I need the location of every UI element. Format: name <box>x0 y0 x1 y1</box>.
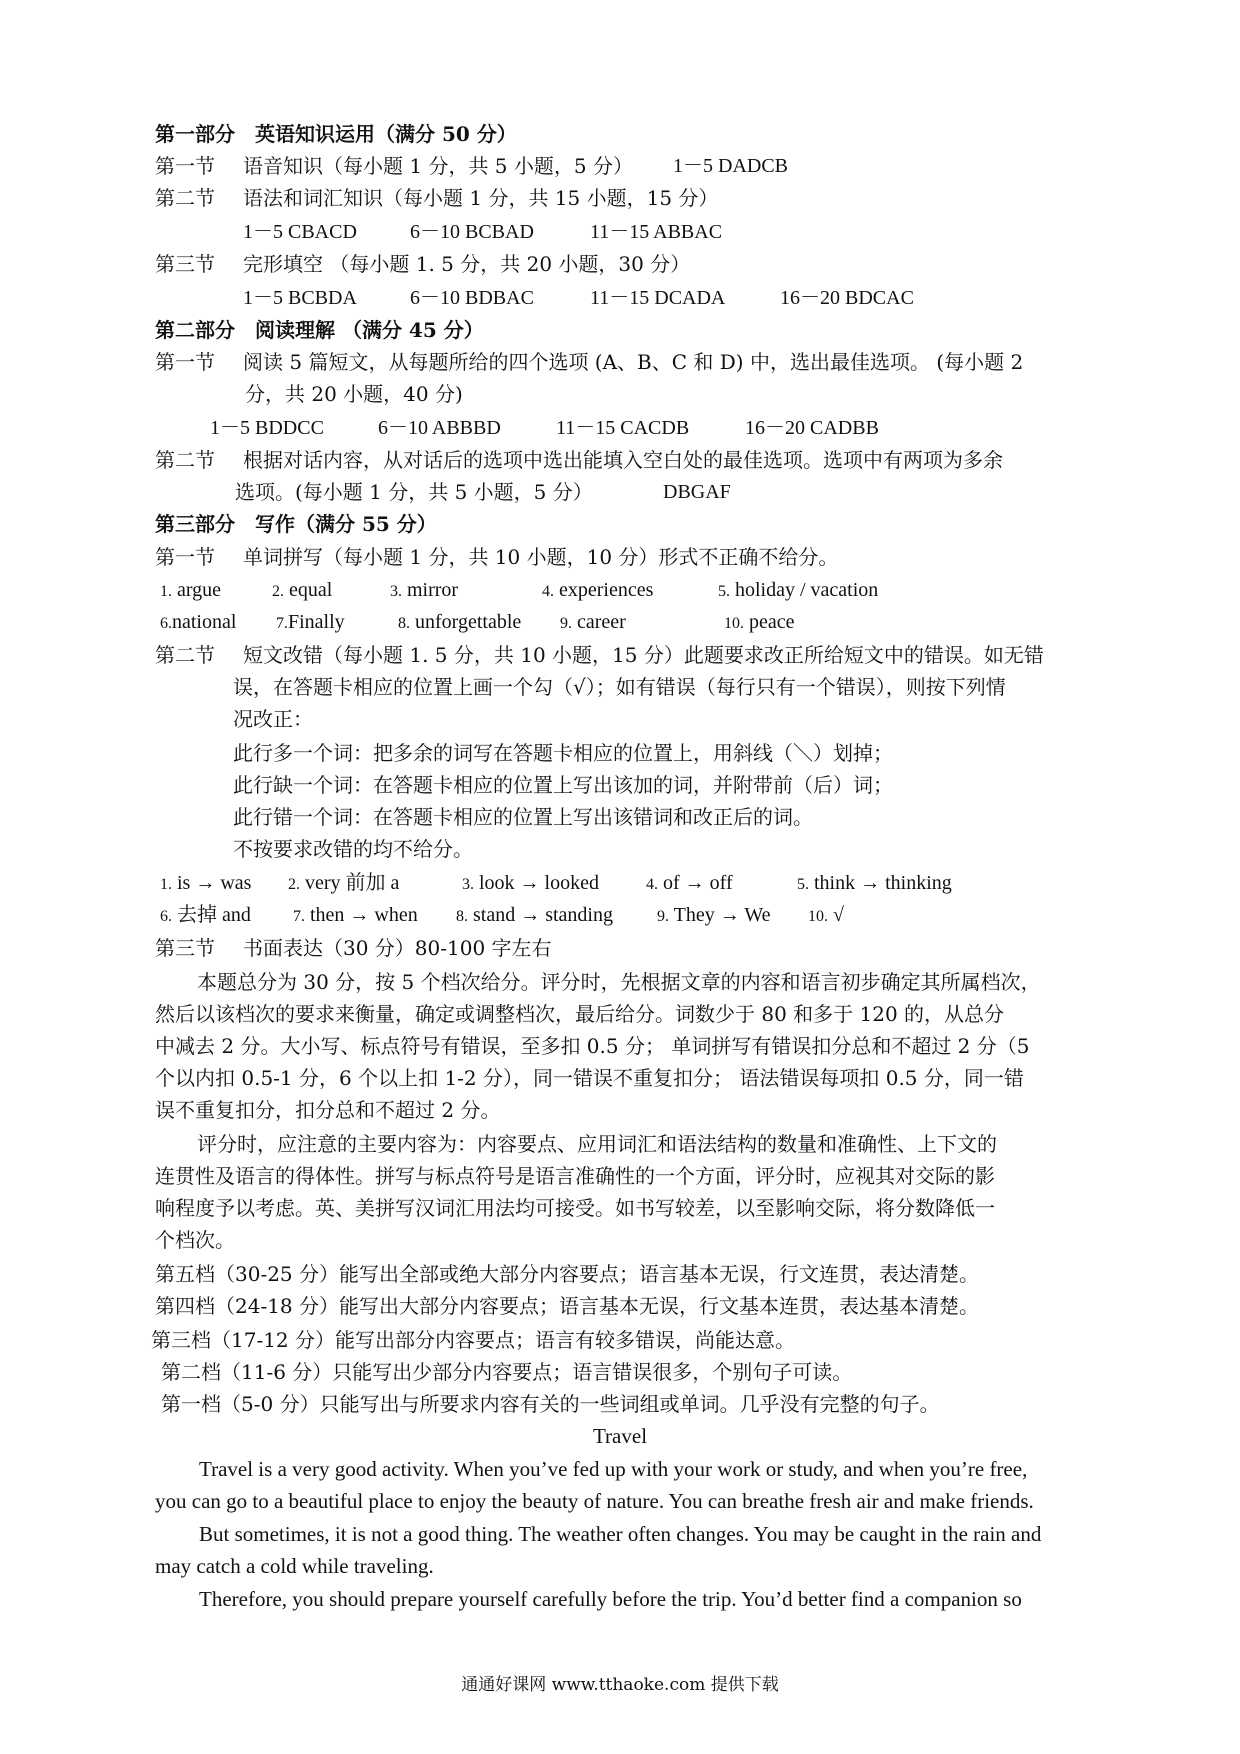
part1-sec3-label: 第三节 <box>155 252 215 276</box>
correction-answer <box>160 899 251 933</box>
correction-answer <box>646 867 733 901</box>
answer-number: 9. <box>560 615 572 632</box>
spelling-answer <box>724 606 795 640</box>
part2-title: 第二部分 阅读理解 （满分 45 分） <box>155 318 484 342</box>
part2-sec1-desc-line2: 分，共 20 小题，40 分) <box>245 382 463 406</box>
answer-word: of → off <box>663 872 733 894</box>
answer-number: 1. <box>160 583 172 600</box>
answer-number: 10. <box>808 908 828 925</box>
grade-level: 第一档（5-0 分）只能写出与所要求内容有关的一些词组或单词。几乎没有完整的句子。 <box>161 1392 940 1416</box>
correction-answer <box>456 899 613 933</box>
part3-sec3-label: 第三节 <box>155 936 215 960</box>
scoring-paragraph-line: 个档次。 <box>155 1228 235 1252</box>
spelling-answer <box>398 606 521 640</box>
part3-sec2-desc-line3: 况改正： <box>233 707 313 731</box>
part3-sec2-desc-line2: 误，在答题卡相应的位置上画一个勾（√）；如有错误（每行只有一个错误），则按下列情 <box>233 675 1006 699</box>
part2-sec2-desc-line1: 根据对话内容，从对话后的选项中选出能填入空白处的最佳选项。选项中有两项为多余 <box>243 448 1003 472</box>
correction-answer <box>808 899 844 933</box>
answer-word: experiences <box>559 579 654 601</box>
part2-sec1-answer-4: 16－20 CADBB <box>745 417 879 439</box>
correction-rule: 此行错一个词：在答题卡相应的位置上写出该错词和改正后的词。 <box>233 805 813 829</box>
answer-number: 10. <box>724 615 744 632</box>
grade-level: 第二档（11-6 分）只能写出少部分内容要点；语言错误很多，个别句子可读。 <box>161 1360 853 1384</box>
correction-answer <box>797 867 952 901</box>
answer-word: argue <box>177 579 222 601</box>
part2-sec1-answer-2: 6－10 ABBBD <box>378 417 501 439</box>
scoring-paragraph-line: 误不重复扣分，扣分总和不超过 2 分。 <box>155 1098 501 1122</box>
answer-number: 9. <box>657 908 669 925</box>
answer-number: 3. <box>462 876 474 893</box>
spelling-answer <box>718 574 878 608</box>
answer-word: Finally <box>288 611 345 633</box>
answer-word: very 前加 a <box>305 872 400 894</box>
answer-word: unforgettable <box>415 611 522 633</box>
part2-sec2-label: 第二节 <box>155 448 215 472</box>
correction-rule: 此行缺一个词：在答题卡相应的位置上写出该加的词，并附带前（后）词； <box>233 773 893 797</box>
answer-number: 2. <box>272 583 284 600</box>
correction-rule: 此行多一个词：把多余的词写在答题卡相应的位置上，用斜线（＼）划掉； <box>233 741 893 765</box>
part3-sec3-desc: 书面表达（30 分）80-100 字左右 <box>243 936 552 960</box>
spelling-answer <box>542 574 653 608</box>
scoring-paragraph-line: 个以内扣 0.5-1 分，6 个以上扣 1-2 分），同一错误不重复扣分； 语法错误每项扣 0.5 分，同一错 <box>155 1066 1024 1090</box>
essay-line: may catch a cold while traveling. <box>155 1554 434 1578</box>
part1-sec1-label: 第一节 <box>155 154 215 178</box>
part1-sec2-answer-2: 6－10 BCBAD <box>410 221 534 243</box>
answer-word: equal <box>289 579 333 601</box>
answer-number: 5. <box>797 876 809 893</box>
answer-word: peace <box>749 611 795 633</box>
answer-number: 3. <box>390 583 402 600</box>
answer-word: They → We <box>673 904 771 926</box>
answer-number: 4. <box>542 583 554 600</box>
grade-level: 第三档（17-12 分）能写出部分内容要点；语言有较多错误，尚能达意。 <box>151 1328 796 1352</box>
part3-title: 第三部分 写作（满分 55 分） <box>155 512 437 536</box>
part1-sec3-answer-2: 6－10 BDBAC <box>410 287 534 309</box>
part3-sec1-desc: 单词拼写（每小题 1 分，共 10 小题，10 分）形式不正确不给分。 <box>243 545 839 569</box>
part1-title: 第一部分 英语知识运用（满分 50 分） <box>155 122 517 146</box>
answer-word: is → was <box>177 872 252 894</box>
answer-word: stand → standing <box>473 904 613 926</box>
grade-level: 第五档（30-25 分）能写出全部或绝大部分内容要点；语言基本无误，行文连贯，表达清楚。 <box>155 1262 980 1286</box>
answer-word: then → when <box>310 904 418 926</box>
correction-rule: 不按要求改错的均不给分。 <box>233 837 473 861</box>
part1-sec2-label: 第二节 <box>155 186 215 210</box>
answer-number: 5. <box>718 583 730 600</box>
essay-line: you can go to a beautiful place to enjoy the beauty of nature. You can breathe fresh air and make friends. <box>155 1489 1034 1513</box>
answer-number: 6. <box>160 615 172 632</box>
answer-number: 6. <box>160 908 172 925</box>
scoring-paragraph-line: 连贯性及语言的得体性。拼写与标点符号是语言准确性的一个方面，评分时，应视其对交际的影 <box>155 1164 995 1188</box>
scoring-paragraph-line: 然后以该档次的要求来衡量，确定或调整档次，最后给分。词数少于 80 和多于 120 的，从总分 <box>155 1002 1005 1026</box>
spelling-answer <box>560 606 626 640</box>
part2-sec1-answer-1: 1－5 BDDCC <box>210 417 324 439</box>
correction-answer <box>160 867 251 901</box>
answer-number: 4. <box>646 876 658 893</box>
answer-word: think → thinking <box>814 872 952 894</box>
spelling-answer <box>276 606 345 640</box>
answer-word: national <box>172 611 237 633</box>
spelling-answer <box>160 606 236 640</box>
answer-word: look → looked <box>479 872 599 894</box>
answer-number: 1. <box>160 876 172 893</box>
answer-word: mirror <box>407 579 459 601</box>
part1-sec1-desc: 语音知识（每小题 1 分，共 5 小题，5 分） <box>243 154 633 178</box>
essay-line: Travel is a very good activity. When you’ve fed up with your work or study, and when you’re free, <box>199 1457 1028 1481</box>
correction-answer <box>462 867 599 901</box>
part1-sec3-answer-4: 16－20 BDCAC <box>780 287 914 309</box>
spelling-answer <box>390 574 458 608</box>
answer-word: 去掉 and <box>177 904 251 926</box>
scoring-paragraph-line: 响程度予以考虑。英、美拼写汉词汇用法均可接受。如书写较差，以至影响交际，将分数降低一 <box>155 1196 995 1220</box>
part3-sec1-label: 第一节 <box>155 545 215 569</box>
part3-sec2-label: 第二节 <box>155 643 215 667</box>
part1-sec3-answer-3: 11－15 DCADA <box>590 287 726 309</box>
spelling-answer <box>272 574 332 608</box>
part1-sec1-answers: 1－5 DADCB <box>673 155 789 177</box>
part1-sec2-desc: 语法和词汇知识（每小题 1 分，共 15 小题，15 分） <box>243 186 719 210</box>
answer-number: 7. <box>276 615 288 632</box>
answer-number: 8. <box>398 615 410 632</box>
part2-sec2-answers: DBGAF <box>663 481 731 503</box>
part2-sec2-desc-line2: 选项。(每小题 1 分，共 5 小题，5 分） <box>235 480 593 504</box>
scoring-paragraph-line: 中减去 2 分。大小写、标点符号有错误，至多扣 0.5 分； 单词拼写有错误扣分总和不超过 2 分（5 <box>155 1034 1030 1058</box>
part2-sec1-label: 第一节 <box>155 350 215 374</box>
page-footer: 通通好课网 www.tthaoke.com 提供下载 <box>461 1675 779 1695</box>
part1-sec2-answer-1: 1－5 CBACD <box>243 221 357 243</box>
answer-word: √ <box>833 904 844 926</box>
answer-word: holiday / vacation <box>735 579 879 601</box>
part2-sec1-answer-3: 11－15 CACDB <box>556 417 690 439</box>
part1-sec2-answer-3: 11－15 ABBAC <box>590 221 723 243</box>
answer-number: 7. <box>293 908 305 925</box>
correction-answer <box>293 899 418 933</box>
spelling-answer <box>160 574 221 608</box>
answer-number: 2. <box>288 876 300 893</box>
part3-sec2-desc-line1: 短文改错（每小题 1. 5 分，共 10 小题，15 分）此题要求改正所给短文中的错误。如无错 <box>243 643 1044 667</box>
answer-word: career <box>577 611 626 633</box>
answer-number: 8. <box>456 908 468 925</box>
essay-title: Travel <box>592 1424 648 1448</box>
essay-line: Therefore, you should prepare yourself carefully before the trip. You’d better find a companion so <box>199 1587 1022 1611</box>
correction-answer <box>288 867 399 901</box>
correction-answer <box>657 899 771 933</box>
scoring-paragraph-line: 评分时，应注意的主要内容为：内容要点、应用词汇和语法结构的数量和准确性、上下文的 <box>197 1132 997 1156</box>
scoring-paragraph-line: 本题总分为 30 分，按 5 个档次给分。评分时，先根据文章的内容和语言初步确定其所属档次， <box>197 970 1041 994</box>
grade-level: 第四档（24-18 分）能写出大部分内容要点；语言基本无误，行文基本连贯，表达基本清楚。 <box>155 1294 980 1318</box>
part1-sec3-desc: 完形填空 （每小题 1. 5 分，共 20 小题，30 分） <box>243 252 691 276</box>
essay-line: But sometimes, it is not a good thing. The weather often changes. You may be caught in the rain and <box>199 1522 1042 1546</box>
part1-sec3-answer-1: 1－5 BCBDA <box>243 287 357 309</box>
part2-sec1-desc-line1: 阅读 5 篇短文，从每题所给的四个选项 (A、B、C 和 D) 中，选出最佳选项。 (每小题 2 <box>243 350 1024 374</box>
